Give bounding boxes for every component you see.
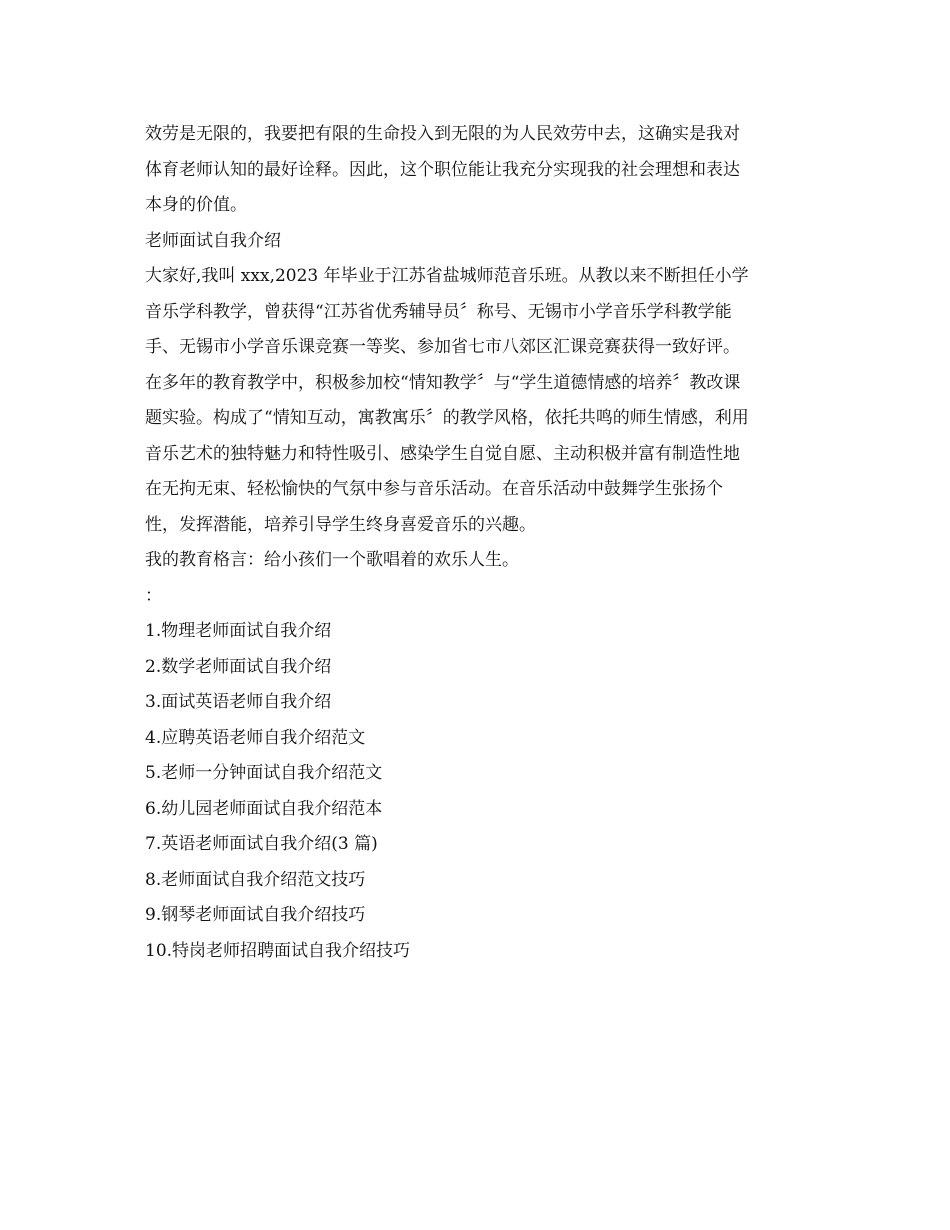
related-link-1[interactable]: 1.物理老师面试自我介绍: [145, 621, 332, 641]
intro-line-3: 本身的价值。: [145, 195, 247, 215]
body-line-3: 手、无锡市小学音乐课竞赛一等奖、参加省七市八郊区汇课竞赛获得一致好评。: [145, 337, 740, 357]
body-line-5: 题实验。构成了“情知互动，寓教寓乐〞的教学风格，依托共鸣的师生情感，利用: [145, 408, 749, 428]
separator-colon: ：: [145, 585, 162, 606]
document-body: [145, 117, 810, 969]
related-link-2[interactable]: 2.数学老师面试自我介绍: [145, 656, 332, 677]
body-line-4: 在多年的教育教学中，积极参加校“情知教学〞与“学生道德情感的培养〞教改课: [145, 372, 741, 393]
section-title: 老师面试自我介绍: [145, 230, 281, 251]
body-line-7: 在无拘无束、轻松愉快的气氛中参与音乐活动。在音乐活动中鼓舞学生张扬个: [145, 479, 723, 499]
related-link-7[interactable]: 7.英语老师面试自我介绍(3 篇): [145, 834, 378, 854]
related-link-3[interactable]: 3.面试英语老师自我介绍: [145, 692, 332, 712]
related-link-4[interactable]: 4.应聘英语老师自我介绍范文: [145, 727, 366, 748]
body-line-2: 音乐学科教学，曾获得“江苏省优秀辅导员〞称号、无锡市小学音乐学科教学能: [145, 301, 732, 322]
related-link-5[interactable]: 5.老师一分钟面试自我介绍范文: [145, 763, 383, 783]
intro-line-2: 体育老师认知的最好诠释。因此，这个职位能让我充分实现我的社会理想和表达: [145, 159, 740, 180]
body-line-6: 音乐艺术的独特魅力和特性吸引、感染学生自觉自愿、主动积极并富有制造性地: [145, 443, 740, 464]
body-line-1: 大家好,我叫 xxx,2023 年毕业于江苏省盐城师范音乐班。从教以来不断担任小学: [145, 266, 749, 286]
body-line-8: 性，发挥潜能，培养引导学生终身喜爱音乐的兴趣。: [145, 514, 536, 535]
intro-line-1: 效劳是无限的，我要把有限的生命投入到无限的为人民效劳中去，这确实是我对: [145, 124, 740, 144]
motto-line: 我的教育格言：给小孩们一个歌唱着的欢乐人生。: [145, 550, 519, 570]
related-link-8[interactable]: 8.老师面试自我介绍范文技巧: [145, 869, 366, 890]
related-link-10[interactable]: 10.特岗老师招聘面试自我介绍技巧: [145, 940, 411, 961]
related-link-6[interactable]: 6.幼儿园老师面试自我介绍范本: [145, 798, 383, 819]
related-link-9[interactable]: 9.钢琴老师面试自我介绍技巧: [145, 905, 366, 925]
